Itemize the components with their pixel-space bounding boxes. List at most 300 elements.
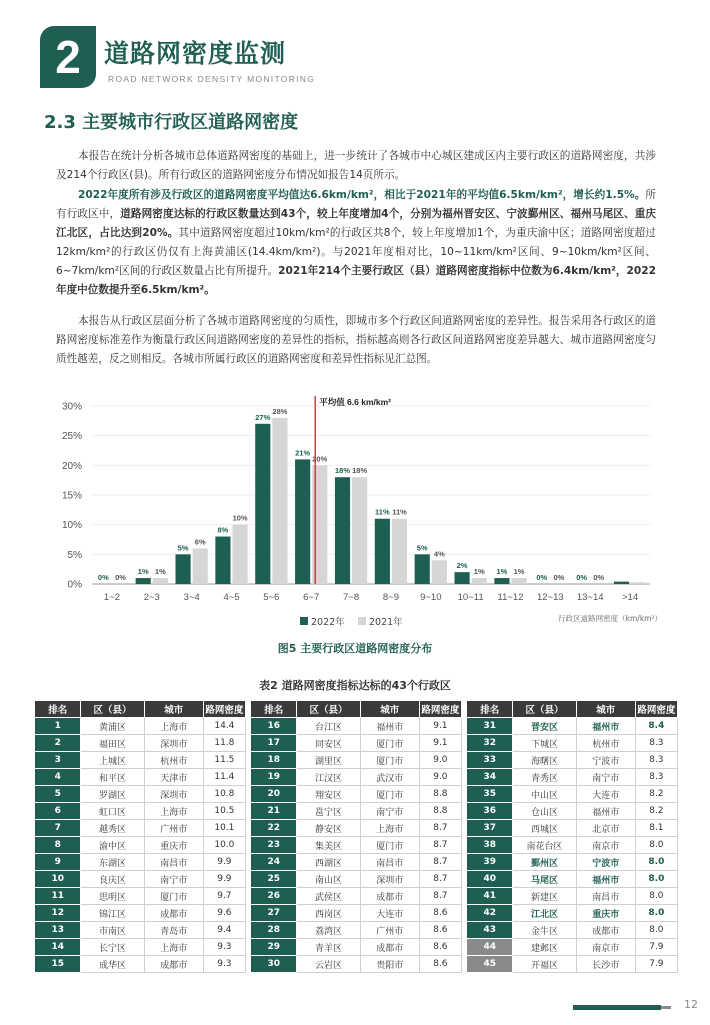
table-caption: 表2 道路网密度指标达标的43个行政区 <box>259 679 451 692</box>
city-cell: 福州市 <box>576 718 635 735</box>
x-tick-label: 11~12 <box>497 592 524 603</box>
ranking-table-2 <box>250 700 462 973</box>
city-cell: 福州市 <box>360 718 419 735</box>
bar-2022 <box>335 477 350 584</box>
finding-median: 2021年214个主要行政区（县）道路网密度指标中位数为6.4km/km²，2022年度中位数提升至6.5km/km²。 <box>56 265 656 296</box>
paragraph-intro: 本报告在统计分析各城市总体道路网密度的基础上，进一步统计了各城市中心城区建成区内主要行政区的道路网密度，共涉及214个行政区(县)。所有行政区的道路网密度分布情况如报告14页所示。 <box>56 150 656 181</box>
rank-cell: 40 <box>467 871 513 888</box>
district-cell: 青羊区 <box>297 939 360 956</box>
table-row <box>251 939 462 956</box>
density-cell: 10.0 <box>203 837 245 854</box>
table-row <box>467 820 678 837</box>
density-cell: 8.3 <box>635 735 677 752</box>
table-row <box>35 905 246 922</box>
rank-cell: 1 <box>35 718 81 735</box>
density-cell: 9.1 <box>419 735 461 752</box>
rank-cell: 15 <box>35 956 81 973</box>
density-cell: 7.9 <box>635 939 677 956</box>
rank-cell: 17 <box>251 735 297 752</box>
rank-cell: 5 <box>35 786 81 803</box>
table-row <box>35 786 246 803</box>
bar-2022 <box>494 578 509 584</box>
district-cell: 仓山区 <box>513 803 576 820</box>
district-cell: 鄞州区 <box>513 854 576 871</box>
footer-bar-accent <box>661 1006 671 1009</box>
rank-cell: 24 <box>251 854 297 871</box>
city-cell: 南昌市 <box>576 888 635 905</box>
bar-value-label: 11% <box>392 507 407 517</box>
city-cell: 杭州市 <box>576 735 635 752</box>
bar-value-label: 1% <box>154 567 166 577</box>
density-cell: 8.8 <box>419 786 461 803</box>
rank-cell: 32 <box>467 735 513 752</box>
city-cell: 大连市 <box>360 905 419 922</box>
table-row <box>467 718 678 735</box>
district-cell: 越秀区 <box>81 820 144 837</box>
city-cell: 厦门市 <box>360 735 419 752</box>
density-cell: 8.6 <box>419 956 461 973</box>
footer-bar <box>573 1005 661 1010</box>
density-cell: 8.0 <box>635 837 677 854</box>
rank-cell: 16 <box>251 718 297 735</box>
rank-cell: 38 <box>467 837 513 854</box>
district-cell: 邕宁区 <box>297 803 360 820</box>
table-row <box>35 922 246 939</box>
table-row <box>467 905 678 922</box>
bar-2021 <box>272 418 287 584</box>
city-cell: 厦门市 <box>360 786 419 803</box>
district-cell: 建邺区 <box>513 939 576 956</box>
bar-value-label: 5% <box>416 543 428 553</box>
bar-value-label: 10% <box>232 513 248 523</box>
density-cell: 10.1 <box>203 820 245 837</box>
city-cell: 北京市 <box>576 820 635 837</box>
rank-cell: 23 <box>251 837 297 854</box>
chapter-subtitle: ROAD NETWORK DENSITY MONITORING <box>108 74 316 84</box>
x-tick-label: 6~7 <box>303 592 320 603</box>
table-row <box>35 769 246 786</box>
city-cell: 上海市 <box>144 718 203 735</box>
rank-cell: 6 <box>35 803 81 820</box>
bar-2021 <box>193 548 208 584</box>
rank-cell: 31 <box>467 718 513 735</box>
city-cell: 上海市 <box>144 939 203 956</box>
x-tick-label: 9~10 <box>420 592 442 603</box>
table-header-cell: 区（县） <box>297 701 360 718</box>
density-cell: 8.0 <box>635 922 677 939</box>
district-cell: 台江区 <box>297 718 360 735</box>
rank-cell: 25 <box>251 871 297 888</box>
rank-cell: 43 <box>467 922 513 939</box>
density-cell: 8.0 <box>635 854 677 871</box>
section-title: 2.3 主要城市行政区道路网密度 <box>44 112 299 133</box>
city-cell: 深圳市 <box>144 786 203 803</box>
city-cell: 南宁市 <box>576 769 635 786</box>
rank-cell: 4 <box>35 769 81 786</box>
density-cell: 8.3 <box>635 752 677 769</box>
bar-value-label: 0% <box>576 573 588 582</box>
density-cell: 9.9 <box>203 871 245 888</box>
x-tick-label: 8~9 <box>382 592 399 603</box>
table-row <box>251 854 462 871</box>
district-cell: 金牛区 <box>513 922 576 939</box>
district-cell: 集美区 <box>297 837 360 854</box>
city-cell: 宁波市 <box>576 854 635 871</box>
density-cell: 9.9 <box>203 854 245 871</box>
density-cell: 8.4 <box>635 718 677 735</box>
x-tick-label: 4~5 <box>223 592 240 603</box>
bar-value-label: 6% <box>194 537 206 547</box>
rank-cell: 11 <box>35 888 81 905</box>
density-cell: 9.3 <box>203 956 245 973</box>
city-cell: 南京市 <box>576 837 635 854</box>
density-cell: 9.7 <box>203 888 245 905</box>
rank-cell: 37 <box>467 820 513 837</box>
rank-cell: 33 <box>467 752 513 769</box>
density-cell: 7.9 <box>635 956 677 973</box>
district-cell: 海曙区 <box>513 752 576 769</box>
density-cell: 8.7 <box>419 820 461 837</box>
legend-label: 2021年 <box>369 617 403 628</box>
table-row <box>35 939 246 956</box>
bar-value-label: 28% <box>272 406 288 416</box>
table-header-cell: 城市 <box>144 701 203 718</box>
figure-caption: 图5 主要行政区道路网密度分布 <box>277 642 433 655</box>
table-row <box>467 735 678 752</box>
density-cell: 11.4 <box>203 769 245 786</box>
table-row <box>251 752 462 769</box>
table-header-cell: 路网密度 <box>203 701 245 718</box>
city-cell: 厦门市 <box>144 888 203 905</box>
y-tick-label: 30% <box>61 401 82 413</box>
chapter-title: 道路网密度监测 <box>104 39 287 68</box>
district-cell: 南山区 <box>297 871 360 888</box>
district-cell: 福田区 <box>81 735 144 752</box>
city-cell: 成都市 <box>360 939 419 956</box>
bar-value-label: 0% <box>536 573 548 582</box>
density-distribution-chart <box>50 390 670 640</box>
city-cell: 成都市 <box>576 922 635 939</box>
bar-value-label: 5% <box>177 543 189 553</box>
table-row <box>35 837 246 854</box>
rank-cell: 9 <box>35 854 81 871</box>
rank-cell: 36 <box>467 803 513 820</box>
density-cell: 8.1 <box>635 820 677 837</box>
finding-average: 2022年度所有涉及行政区的道路网密度平均值达6.6km/km²，相比于2021年的平均值6.5km/km²，增长约1.5%。 <box>78 189 646 201</box>
density-cell: 9.1 <box>419 718 461 735</box>
district-cell: 西湖区 <box>297 854 360 871</box>
table-header-cell: 排名 <box>35 701 81 718</box>
density-cell: 8.7 <box>419 888 461 905</box>
city-cell: 成都市 <box>144 905 203 922</box>
density-cell: 14.4 <box>203 718 245 735</box>
bar-value-label: 18% <box>352 466 368 476</box>
bar-2021 <box>352 477 367 584</box>
table-row <box>467 939 678 956</box>
table-header-cell: 区（县） <box>81 701 144 718</box>
rank-cell: 44 <box>467 939 513 956</box>
city-cell: 长沙市 <box>576 956 635 973</box>
density-cell: 8.6 <box>419 922 461 939</box>
district-cell: 云岩区 <box>297 956 360 973</box>
x-tick-label: >14 <box>622 592 639 603</box>
table-row <box>35 803 246 820</box>
district-cell: 东湖区 <box>81 854 144 871</box>
density-cell: 8.0 <box>635 871 677 888</box>
density-cell: 8.7 <box>419 837 461 854</box>
rank-cell: 30 <box>251 956 297 973</box>
city-cell: 重庆市 <box>576 905 635 922</box>
x-tick-label: 5~6 <box>263 592 280 603</box>
city-cell: 深圳市 <box>360 871 419 888</box>
bar-2021 <box>512 578 527 584</box>
table-header-cell: 路网密度 <box>419 701 461 718</box>
district-cell: 市南区 <box>81 922 144 939</box>
bar-value-label: 0% <box>97 573 109 582</box>
table-header-cell: 区（县） <box>513 701 576 718</box>
city-cell: 武汉市 <box>360 769 419 786</box>
density-cell: 9.3 <box>203 939 245 956</box>
y-tick-label: 0% <box>67 579 82 591</box>
bar-2022 <box>614 582 629 584</box>
district-cell: 晋安区 <box>513 718 576 735</box>
y-tick-label: 10% <box>61 520 82 532</box>
table-row <box>467 752 678 769</box>
table-row <box>251 718 462 735</box>
city-cell: 南昌市 <box>360 854 419 871</box>
density-cell: 8.6 <box>419 939 461 956</box>
density-cell: 8.6 <box>419 905 461 922</box>
city-cell: 重庆市 <box>144 837 203 854</box>
bar-2021 <box>153 578 168 584</box>
city-cell: 厦门市 <box>360 837 419 854</box>
table-row <box>35 871 246 888</box>
density-cell: 9.0 <box>419 769 461 786</box>
city-cell: 成都市 <box>360 888 419 905</box>
bar-2022 <box>215 537 230 584</box>
bar-2022 <box>415 554 430 584</box>
district-cell: 同安区 <box>297 735 360 752</box>
district-cell: 开福区 <box>513 956 576 973</box>
bar-value-label: 0% <box>115 573 126 582</box>
table-row <box>251 905 462 922</box>
bar-2022 <box>255 424 270 584</box>
rank-cell: 34 <box>467 769 513 786</box>
rank-cell: 45 <box>467 956 513 973</box>
bar-value-label: 20% <box>312 454 328 464</box>
bar-2022 <box>375 519 390 584</box>
table-row <box>467 769 678 786</box>
rank-cell: 29 <box>251 939 297 956</box>
district-cell: 渝中区 <box>81 837 144 854</box>
district-cell: 新建区 <box>513 888 576 905</box>
x-tick-label: 7~8 <box>343 592 360 603</box>
district-cell: 黄浦区 <box>81 718 144 735</box>
city-cell: 福州市 <box>576 871 635 888</box>
district-cell: 西城区 <box>513 820 576 837</box>
ranking-table-3 <box>466 700 678 973</box>
x-tick-label: 1~2 <box>103 592 120 603</box>
x-tick-label: 12~13 <box>537 592 564 603</box>
mean-line-label: 平均值 6.6 km/km² <box>319 397 392 407</box>
district-cell: 中山区 <box>513 786 576 803</box>
table-row <box>35 956 246 973</box>
bar-2022 <box>454 572 469 584</box>
city-cell: 福州市 <box>576 803 635 820</box>
legend-swatch <box>358 617 366 625</box>
table-row <box>467 854 678 871</box>
bar-value-label: 0% <box>593 573 605 582</box>
table-row <box>35 718 246 735</box>
district-cell: 上城区 <box>81 752 144 769</box>
district-cell: 马尾区 <box>513 871 576 888</box>
rank-cell: 12 <box>35 905 81 922</box>
density-cell: 8.0 <box>635 905 677 922</box>
rank-cell: 2 <box>35 735 81 752</box>
density-cell: 9.6 <box>203 905 245 922</box>
table-row <box>35 752 246 769</box>
district-cell: 和平区 <box>81 769 144 786</box>
density-cell: 8.0 <box>635 888 677 905</box>
city-cell: 上海市 <box>360 820 419 837</box>
y-tick-label: 25% <box>61 431 82 443</box>
table-row <box>467 956 678 973</box>
finding-text: 所有行政区中， <box>56 189 656 220</box>
x-tick-label: 2~3 <box>143 592 160 603</box>
table-row <box>467 871 678 888</box>
rank-cell: 21 <box>251 803 297 820</box>
rank-cell: 14 <box>35 939 81 956</box>
city-cell: 深圳市 <box>144 735 203 752</box>
rank-cell: 26 <box>251 888 297 905</box>
table-header-cell: 排名 <box>251 701 297 718</box>
table-row <box>251 769 462 786</box>
density-cell: 8.8 <box>419 803 461 820</box>
bar-2021 <box>312 465 327 584</box>
district-cell: 良庆区 <box>81 871 144 888</box>
x-tick-label: 3~4 <box>183 592 200 603</box>
table-row <box>35 820 246 837</box>
district-cell: 长宁区 <box>81 939 144 956</box>
rank-cell: 28 <box>251 922 297 939</box>
density-cell: 11.8 <box>203 735 245 752</box>
table-row <box>251 922 462 939</box>
district-cell: 青秀区 <box>513 769 576 786</box>
density-cell: 8.7 <box>419 854 461 871</box>
chapter-number: 2 <box>40 26 96 88</box>
rank-cell: 19 <box>251 769 297 786</box>
table-row <box>467 837 678 854</box>
city-cell: 广州市 <box>360 922 419 939</box>
paragraph-method: 本报告从行政区层面分析了各城市道路网密度的匀质性，即城市多个行政区间道路网密度的差异性。报告采用各行政区的道路网密度标准差作为衡量行政区间道路网密度的差异性的指标，指标越高则各行政区间道路网密度差异越大、城市道路网密度匀质性越差，反之则相反。各城市所属行政区的道路网密度和差异性指标见汇总图。 <box>56 315 656 365</box>
table-row <box>467 888 678 905</box>
table-row <box>467 922 678 939</box>
table-header-cell: 城市 <box>576 701 635 718</box>
bar-2022 <box>295 459 310 584</box>
density-cell: 9.4 <box>203 922 245 939</box>
rank-cell: 20 <box>251 786 297 803</box>
rank-cell: 41 <box>467 888 513 905</box>
bar-value-label: 11% <box>375 507 390 517</box>
bar-value-label: 1% <box>137 567 149 577</box>
rank-cell: 8 <box>35 837 81 854</box>
rank-cell: 39 <box>467 854 513 871</box>
city-cell: 南京市 <box>576 939 635 956</box>
finding-qualified: 道路网密度达标的行政区数量达到43个，较上年度增加4个，分别为福州晋安区、宁波鄞州区、福州马尾区、重庆江北区，占比达到20%。 <box>56 208 657 239</box>
bar-value-label: 2% <box>456 561 468 571</box>
district-cell: 西岗区 <box>297 905 360 922</box>
rank-cell: 42 <box>467 905 513 922</box>
city-cell: 南宁市 <box>360 803 419 820</box>
density-cell: 8.7 <box>419 871 461 888</box>
city-cell: 杭州市 <box>144 752 203 769</box>
density-cell: 10.8 <box>203 786 245 803</box>
table-row <box>467 803 678 820</box>
bar-value-label: 1% <box>496 567 508 577</box>
legend-swatch <box>300 617 308 625</box>
paragraph-findings <box>56 186 656 300</box>
density-cell: 8.2 <box>635 786 677 803</box>
city-cell: 南宁市 <box>144 871 203 888</box>
rank-cell: 22 <box>251 820 297 837</box>
table-row <box>35 854 246 871</box>
y-tick-label: 20% <box>61 460 82 472</box>
district-cell: 成华区 <box>81 956 144 973</box>
y-tick-label: 5% <box>67 549 82 561</box>
table-row <box>251 956 462 973</box>
rank-cell: 10 <box>35 871 81 888</box>
table-row <box>467 786 678 803</box>
table-row <box>251 871 462 888</box>
city-cell: 南昌市 <box>144 854 203 871</box>
x-axis-title: 行政区道路网密度（km/km²） <box>558 614 662 623</box>
bar-2021 <box>631 582 646 584</box>
density-cell: 8.3 <box>635 769 677 786</box>
table-row <box>251 820 462 837</box>
y-tick-label: 15% <box>61 490 82 502</box>
district-cell: 南花台区 <box>513 837 576 854</box>
bar-value-label: 8% <box>217 525 229 535</box>
bar-value-label: 1% <box>473 567 485 577</box>
city-cell: 青岛市 <box>144 922 203 939</box>
district-cell: 静安区 <box>297 820 360 837</box>
city-cell: 天津市 <box>144 769 203 786</box>
bar-2021 <box>392 519 407 584</box>
page-number: 12 <box>684 998 698 1011</box>
x-tick-label: 10~11 <box>457 592 484 603</box>
district-cell: 罗湖区 <box>81 786 144 803</box>
district-cell: 荔湾区 <box>297 922 360 939</box>
finding-detail: 其中道路网密度超过10km/km²的行政区共8个，较上年度增加1个，为重庆渝中区；道路网密度超过12km/km²的行政区仍仅有上海黄浦区(14.4km/km²)。与2021年度相对比，10~11km/km²区间、9~10km/km²区间、6~7km/km²区间的行政区数量占比有所提升。 <box>56 227 656 277</box>
district-cell: 虹口区 <box>81 803 144 820</box>
ranking-table-1 <box>34 700 246 973</box>
district-cell: 翔安区 <box>297 786 360 803</box>
table-header-cell: 城市 <box>360 701 419 718</box>
rank-cell: 27 <box>251 905 297 922</box>
rank-cell: 35 <box>467 786 513 803</box>
bar-value-label: 18% <box>334 466 351 476</box>
legend-label: 2022年 <box>311 617 345 628</box>
bar-2022 <box>175 554 190 584</box>
table-row <box>251 837 462 854</box>
district-cell: 江北区 <box>513 905 576 922</box>
bar-2021 <box>233 525 248 584</box>
density-cell: 9.0 <box>419 752 461 769</box>
density-cell: 8.2 <box>635 803 677 820</box>
rank-cell: 13 <box>35 922 81 939</box>
district-cell: 湖里区 <box>297 752 360 769</box>
table-row <box>251 786 462 803</box>
